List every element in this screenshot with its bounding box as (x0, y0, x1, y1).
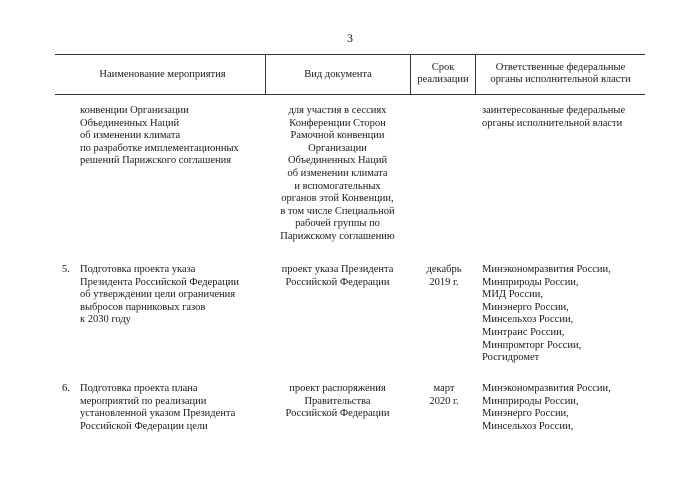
header-col-term: Срок реализации (417, 62, 469, 85)
row6-number: 6. (62, 383, 70, 394)
row5-term: декабрь 2019 г. (426, 264, 462, 288)
row6-doc: проект распоряжения Правительства Российской Федерации (285, 383, 390, 420)
header-col-doc: Вид документа (304, 69, 372, 80)
row6-resp: Минэкономразвития России, Минприроды России, Минэнерго России, Минсельхоз России, (482, 383, 611, 432)
cont-row-name: конвенции Организации Объединенных Наций об изменении климата по разработке имплементационных решений Парижского соглашения (80, 105, 239, 167)
cont-row-doc: для участия в сессиях Конференции Сторон Рамочной конвенции Организации Объединенных Наций об изменении климата и вспомогательных органов этой Конвенции, в том числе Специальной рабочей группы по Парижскому соглашению (280, 105, 395, 242)
cont-row-resp: заинтересованные федеральные органы исполнительной власти (482, 105, 626, 129)
row6-name: Подготовка проекта плана мероприятий по реализации установленной указом Президента Российской Федерации цели (80, 383, 236, 432)
header-col-name: Наименование мероприятия (99, 69, 226, 80)
page-number: 3 (347, 31, 353, 45)
header-top-rule (55, 54, 645, 55)
row6-term: март 2020 г. (429, 383, 459, 407)
header-bottom-rule (55, 94, 645, 95)
row5-name: Подготовка проекта указа Президента Российской Федерации об утверждении цели ограничения выбросов парниковых газов к 2030 году (80, 264, 239, 326)
header-col-resp: Ответственные федеральные органы исполнительной власти (490, 62, 631, 85)
row5-doc: проект указа Президента Российской Федерации (281, 264, 394, 288)
row5-number: 5. (62, 264, 70, 275)
row5-resp: Минэкономразвития России, Минприроды России, МИД России, Минэнерго России, Минсельхоз России, Минтранс России, Минпромторг России, Росгидромет (482, 264, 611, 364)
